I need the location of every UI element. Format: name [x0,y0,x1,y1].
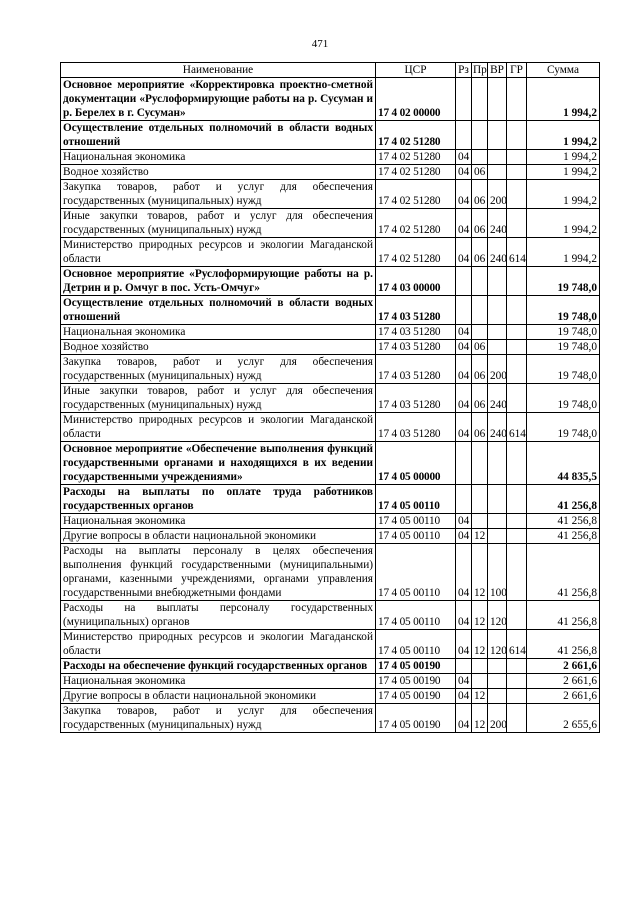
cell-vr: 240 [488,209,507,238]
cell-name: Расходы на выплаты персоналу в целях обеспечения выполнения функций государственными (муниципальными) органами, казенными учреждениями, органами управления государственными внебюджетными фондами [61,544,376,601]
header-name: Наименование [61,63,376,78]
cell-pr: 12 [472,601,488,630]
cell-sum: 1 994,2 [527,180,600,209]
table-row [61,529,600,544]
cell-pr: 06 [472,384,488,413]
table-row [61,674,600,689]
cell-gr [507,209,527,238]
cell-rz: 04 [456,165,472,180]
cell-gr [507,150,527,165]
table-body [61,78,600,733]
cell-csr: 17 4 02 51280 [376,150,456,165]
table-row [61,121,600,150]
cell-csr: 17 4 05 00190 [376,704,456,733]
cell-name: Национальная экономика [61,674,376,689]
cell-sum: 1 994,2 [527,78,600,121]
table-row [61,514,600,529]
cell-name: Основное мероприятие «Корректировка проектно-сметной документации «Руслоформирующие работы на р. Сусуман и р. Берелех в г. Сусуман» [61,78,376,121]
cell-rz: 04 [456,413,472,442]
cell-name: Иные закупки товаров, работ и услуг для обеспечения государственных (муниципальных) нужд [61,384,376,413]
table-row [61,485,600,514]
table-row [61,340,600,355]
cell-gr [507,704,527,733]
cell-gr [507,689,527,704]
cell-pr [472,659,488,674]
cell-rz: 04 [456,544,472,601]
cell-sum: 19 748,0 [527,413,600,442]
cell-name: Закупка товаров, работ и услуг для обеспечения государственных (муниципальных) нужд [61,704,376,733]
cell-csr: 17 4 05 00110 [376,544,456,601]
cell-vr [488,325,507,340]
cell-vr: 120 [488,630,507,659]
cell-name: Осуществление отдельных полномочий в области водных отношений [61,296,376,325]
cell-rz: 04 [456,630,472,659]
table-row [61,601,600,630]
cell-sum: 41 256,8 [527,544,600,601]
cell-vr [488,659,507,674]
cell-rz [456,442,472,485]
cell-vr: 200 [488,704,507,733]
cell-name: Закупка товаров, работ и услуг для обеспечения государственных (муниципальных) нужд [61,355,376,384]
header-gr: ГР [507,63,527,78]
cell-pr [472,296,488,325]
budget-table [60,62,600,733]
cell-name: Другие вопросы в области национальной экономики [61,529,376,544]
cell-vr [488,121,507,150]
table-row [61,267,600,296]
cell-vr: 240 [488,238,507,267]
table-row [61,209,600,238]
cell-gr: 614 [507,413,527,442]
cell-vr [488,529,507,544]
cell-rz: 04 [456,150,472,165]
cell-vr: 120 [488,601,507,630]
cell-gr [507,544,527,601]
cell-vr: 100 [488,544,507,601]
cell-gr [507,78,527,121]
header-pr: Пр [473,64,487,76]
cell-csr: 17 4 03 51280 [376,325,456,340]
cell-pr [472,442,488,485]
header-vr: ВР [488,63,507,78]
cell-vr [488,267,507,296]
cell-rz: 04 [456,601,472,630]
cell-csr: 17 4 02 51280 [376,165,456,180]
cell-pr: 12 [472,704,488,733]
table-row [61,544,600,601]
cell-vr [488,165,507,180]
cell-vr [488,514,507,529]
cell-name: Расходы на выплаты по оплате труда работников государственных органов [61,485,376,514]
cell-sum: 19 748,0 [527,384,600,413]
cell-name: Министерство природных ресурсов и экологии Магаданской области [61,238,376,267]
cell-pr: 12 [472,529,488,544]
cell-pr: 12 [472,544,488,601]
cell-pr [472,514,488,529]
cell-vr: 240 [488,413,507,442]
cell-vr [488,150,507,165]
cell-csr: 17 4 02 00000 [376,78,456,121]
cell-gr [507,384,527,413]
cell-name: Министерство природных ресурсов и экологии Магаданской области [61,630,376,659]
table-row [61,150,600,165]
cell-pr: 06 [472,209,488,238]
cell-gr: 614 [507,238,527,267]
cell-csr: 17 4 03 51280 [376,340,456,355]
cell-rz [456,121,472,150]
cell-pr [472,78,488,121]
cell-sum: 1 994,2 [527,150,600,165]
cell-pr: 06 [472,413,488,442]
cell-sum: 1 994,2 [527,165,600,180]
cell-pr [472,325,488,340]
cell-csr: 17 4 05 00190 [376,689,456,704]
table-row [61,325,600,340]
cell-sum: 41 256,8 [527,529,600,544]
cell-pr [472,150,488,165]
cell-name: Национальная экономика [61,514,376,529]
cell-gr [507,601,527,630]
header-rz: Рз [456,63,472,78]
cell-name: Водное хозяйство [61,165,376,180]
table-row [61,384,600,413]
cell-pr: 12 [472,689,488,704]
cell-pr: 06 [472,180,488,209]
cell-sum: 2 661,6 [527,659,600,674]
cell-gr [507,165,527,180]
table-row [61,659,600,674]
cell-name: Министерство природных ресурсов и экологии Магаданской области [61,413,376,442]
cell-sum: 1 994,2 [527,238,600,267]
cell-csr: 17 4 02 51280 [376,121,456,150]
cell-sum: 44 835,5 [527,442,600,485]
cell-csr: 17 4 03 00000 [376,267,456,296]
cell-csr: 17 4 05 00110 [376,514,456,529]
cell-rz [456,78,472,121]
cell-rz: 04 [456,238,472,267]
table-row [61,355,600,384]
cell-sum: 2 661,6 [527,674,600,689]
cell-name: Национальная экономика [61,150,376,165]
cell-sum: 19 748,0 [527,296,600,325]
cell-vr [488,340,507,355]
cell-vr [488,442,507,485]
cell-gr: 614 [507,630,527,659]
cell-rz: 04 [456,325,472,340]
cell-csr: 17 4 03 51280 [376,384,456,413]
cell-rz [456,267,472,296]
cell-csr: 17 4 05 00000 [376,442,456,485]
cell-pr [472,485,488,514]
cell-rz: 04 [456,180,472,209]
table-row [61,704,600,733]
cell-csr: 17 4 05 00110 [376,485,456,514]
cell-sum: 2 661,6 [527,689,600,704]
cell-sum: 19 748,0 [527,340,600,355]
cell-rz: 04 [456,340,472,355]
cell-gr [507,529,527,544]
cell-sum: 19 748,0 [527,355,600,384]
cell-name: Расходы на выплаты персоналу государственных (муниципальных) органов [61,601,376,630]
table-row [61,442,600,485]
cell-gr [507,121,527,150]
cell-sum: 1 994,2 [527,209,600,238]
page-number: 471 [311,38,329,50]
cell-name: Другие вопросы в области национальной экономики [61,689,376,704]
cell-pr [472,674,488,689]
cell-name: Расходы на обеспечение функций государственных органов [61,659,376,674]
cell-vr [488,485,507,514]
cell-rz: 04 [456,209,472,238]
cell-csr: 17 4 03 51280 [376,413,456,442]
cell-sum: 41 256,8 [527,514,600,529]
table-row [61,78,600,121]
cell-csr: 17 4 05 00190 [376,674,456,689]
cell-sum: 41 256,8 [527,485,600,514]
cell-vr: 240 [488,384,507,413]
cell-gr [507,340,527,355]
cell-gr [507,180,527,209]
cell-vr [488,78,507,121]
cell-rz: 04 [456,514,472,529]
cell-gr [507,659,527,674]
cell-rz [456,485,472,514]
table-row [61,689,600,704]
table-row [61,180,600,209]
cell-csr: 17 4 05 00110 [376,601,456,630]
cell-pr: 06 [472,238,488,267]
cell-gr [507,325,527,340]
cell-pr [472,267,488,296]
cell-vr: 200 [488,355,507,384]
cell-rz [456,296,472,325]
cell-gr [507,296,527,325]
cell-rz: 04 [456,529,472,544]
cell-sum: 1 994,2 [527,121,600,150]
cell-sum: 19 748,0 [527,325,600,340]
cell-gr [507,267,527,296]
table-header-row [61,63,600,78]
cell-rz: 04 [456,689,472,704]
cell-csr: 17 4 02 51280 [376,209,456,238]
cell-pr: 06 [472,165,488,180]
cell-pr: 06 [472,355,488,384]
table-row [61,630,600,659]
cell-gr [507,355,527,384]
cell-name: Закупка товаров, работ и услуг для обеспечения государственных (муниципальных) нужд [61,180,376,209]
cell-name: Водное хозяйство [61,340,376,355]
cell-sum: 19 748,0 [527,267,600,296]
cell-gr [507,485,527,514]
cell-pr [472,121,488,150]
cell-gr [507,442,527,485]
cell-csr: 17 4 05 00110 [376,529,456,544]
table-row [61,238,600,267]
cell-sum: 2 655,6 [527,704,600,733]
table-row [61,296,600,325]
header-sum: Сумма [527,63,600,78]
cell-gr [507,514,527,529]
cell-vr: 200 [488,180,507,209]
cell-vr [488,689,507,704]
cell-vr [488,674,507,689]
cell-csr: 17 4 03 51280 [376,296,456,325]
cell-name: Иные закупки товаров, работ и услуг для обеспечения государственных (муниципальных) нужд [61,209,376,238]
cell-csr: 17 4 02 51280 [376,238,456,267]
cell-rz: 04 [456,704,472,733]
table-row [61,165,600,180]
cell-name: Осуществление отдельных полномочий в области водных отношений [61,121,376,150]
table-row [61,413,600,442]
cell-name: Основное мероприятие «Обеспечение выполнения функций государственными органами и находящихся в их ведении государственными учреждениями» [61,442,376,485]
cell-pr: 12 [472,630,488,659]
cell-rz: 04 [456,674,472,689]
cell-sum: 41 256,8 [527,630,600,659]
cell-csr: 17 4 03 51280 [376,355,456,384]
cell-csr: 17 4 05 00190 [376,659,456,674]
cell-name: Национальная экономика [61,325,376,340]
cell-rz [456,659,472,674]
cell-csr: 17 4 02 51280 [376,180,456,209]
cell-pr: 06 [472,340,488,355]
cell-rz: 04 [456,384,472,413]
cell-rz: 04 [456,355,472,384]
header-csr: ЦСР [376,63,456,78]
cell-vr [488,296,507,325]
cell-sum: 41 256,8 [527,601,600,630]
cell-csr: 17 4 05 00110 [376,630,456,659]
cell-name: Основное мероприятие «Руслоформирующие работы на р. Детрин и р. Омчуг в пос. Усть-Омчуг» [61,267,376,296]
cell-gr [507,674,527,689]
